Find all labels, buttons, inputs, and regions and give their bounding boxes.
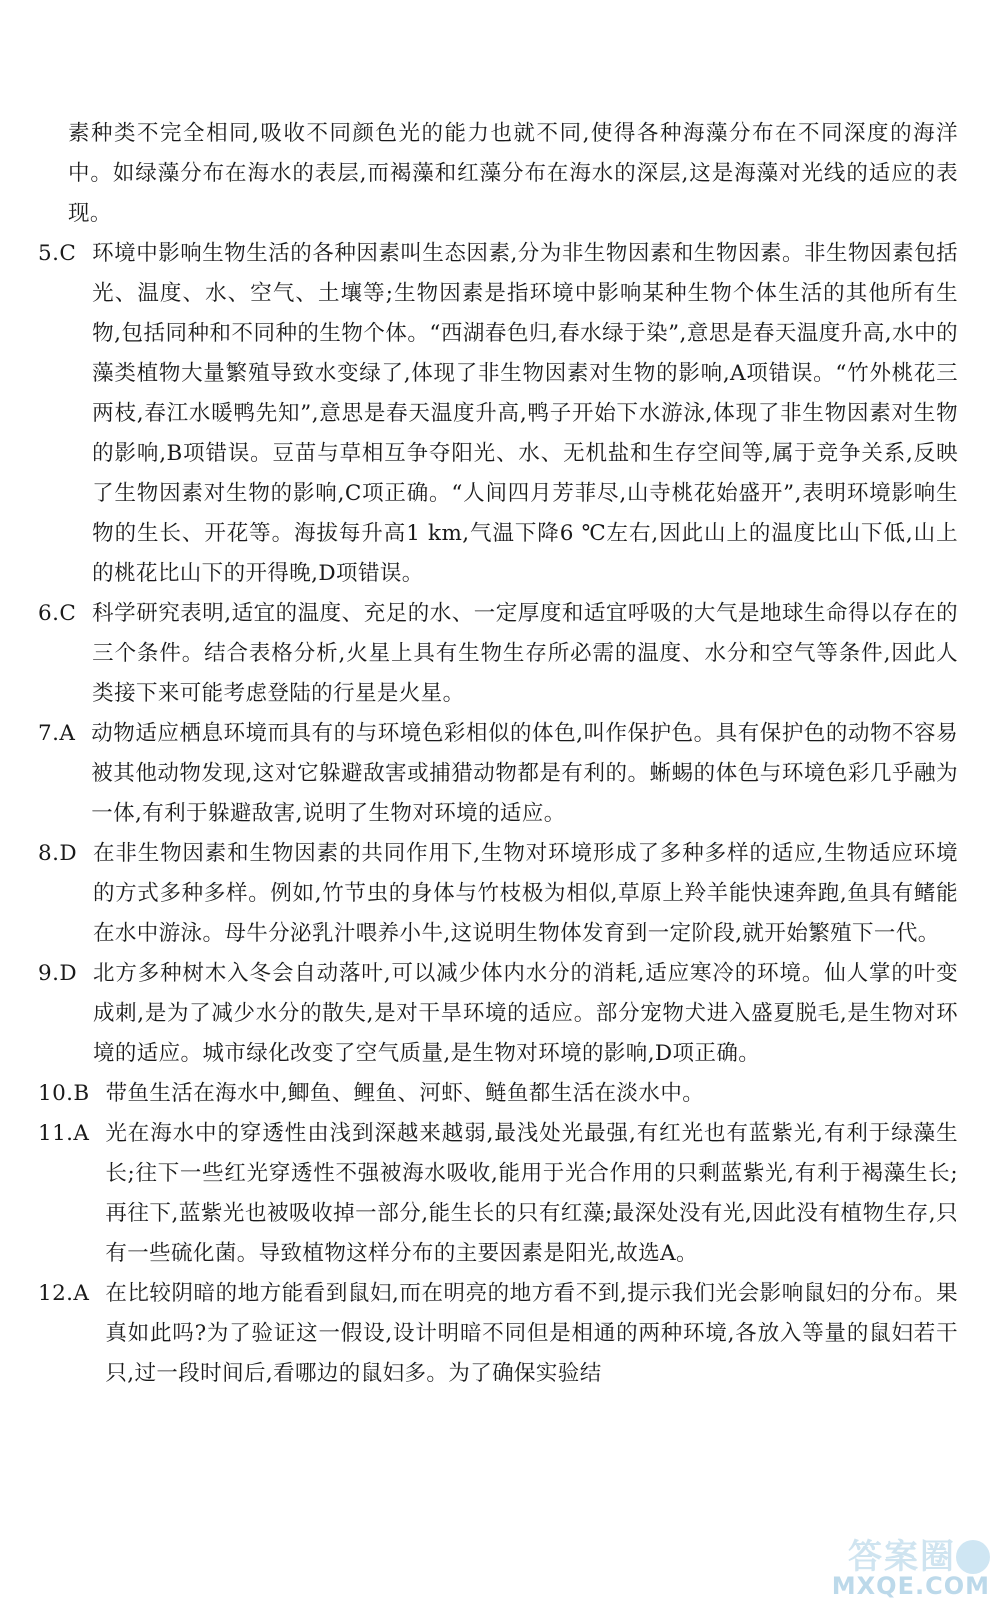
watermark-circle-icon [956,1540,990,1574]
watermark-logo: 答案圈 [848,1537,956,1577]
answer-explanation: 带鱼生活在海水中,鲫鱼、鲤鱼、河虾、鲢鱼都生活在淡水中。 [105,1081,705,1106]
answer-number: 10.B [38,1081,90,1106]
answer-item-8 [38,834,958,954]
answer-explanation: 动物适应栖息环境而具有的与环境色彩相似的体色,叫作保护色。具有保护色的动物不容易被其他动物发现,这对它躲避敌害或捕猎动物都是有利的。蜥蜴的体色与环境色彩几乎融为一体,有利于躲避敌害,说明了生物对环境的适应。 [91,721,958,826]
answer-number: 12.A [38,1281,90,1306]
answer-number: 6.C [38,601,77,626]
answer-number: 5.C [38,241,77,266]
answer-explanation: 在非生物因素和生物因素的共同作用下,生物对环境形成了多种多样的适应,生物适应环境的方式多种多样。例如,竹节虫的身体与竹枝极为相似,草原上羚羊能快速奔跑,鱼具有鳍能在水中游泳。母牛分泌乳汁喂养小牛,这说明生物体发育到一定阶段,就开始繁殖下一代。 [92,841,958,946]
answer-explanation: 北方多种树木入冬会自动落叶,可以减少体内水分的消耗,适应寒冷的环境。仙人掌的叶变成刺,是为了减少水分的散失,是对干旱环境的适应。部分宠物犬进入盛夏脱毛,是生物对环境的适应。城市绿化改变了空气质量,是生物对环境的影响,D项正确。 [92,961,958,1066]
answer-explanation: 环境中影响生物生活的各种因素叫生态因素,分为非生物因素和生物因素。非生物因素包括光、温度、水、空气、土壤等;生物因素是指环境中影响某种生物个体生活的其他所有生物,包括同种和不同种的生物个体。“西湖春色归,春水绿于染”,意思是春天温度升高,水中的藻类植物大量繁殖导致水变绿了,体现了非生物因素对生物的影响,A项错误。“竹外桃花三两枝,春江水暖鸭先知”,意思是春天温度升高,鸭子开始下水游泳,体现了非生物因素对生物的影响,B项错误。豆苗与草相互争夺阳光、水、无机盐和生存空间等,属于竞争关系,反映了生物因素对生物的影响,C项正确。“人间四月芳菲尽,山寺桃花始盛开”,表明环境影响生物的生长、开花等。海拔每升高1 km,气温下降6 ℃左右,因此山上的温度比山下低,山上的桃花比山下的开得晚,D项错误。 [92,241,958,586]
watermark [816,1534,996,1600]
answer-item-11 [38,1114,958,1274]
answer-item-12 [38,1274,958,1394]
answer-item-6 [38,594,958,714]
answer-item-7 [38,714,958,834]
watermark-url: MXQE.COM [831,1572,990,1600]
answer-number: 7.A [38,721,76,746]
answer-number: 9.D [38,961,77,986]
answer-explanation: 在比较阴暗的地方能看到鼠妇,而在明亮的地方看不到,提示我们光会影响鼠妇的分布。果真如此吗?为了验证这一假设,设计明暗不同但是相通的两种环境,各放入等量的鼠妇若干只,过一段时间后,看哪边的鼠妇多。为了确保实验结 [105,1281,958,1386]
intro-continuation: 素种类不完全相同,吸收不同颜色光的能力也就不同,使得各种海藻分布在不同深度的海洋中。如绿藻分布在海水的表层,而褐藻和红藻分布在海水的深层,这是海藻对光线的适应的表现。 [68,121,958,226]
answer-number: 8.D [38,841,77,866]
answer-item-5 [38,234,958,594]
answer-item-10 [38,1074,958,1114]
answer-number: 11.A [38,1121,90,1146]
answer-explanation: 科学研究表明,适宜的温度、充足的水、一定厚度和适宜呼吸的大气是地球生命得以存在的三个条件。结合表格分析,火星上具有生物生存所必需的温度、水分和空气等条件,因此人类接下来可能考虑登陆的行星是火星。 [92,601,958,706]
answer-item-9 [38,954,958,1074]
answer-explanation: 光在海水中的穿透性由浅到深越来越弱,最浅处光最强,有红光也有蓝紫光,有利于绿藻生长;往下一些红光穿透性不强被海水吸收,能用于光合作用的只剩蓝紫光,有利于褐藻生长;再往下,蓝紫光也被吸收掉一部分,能生长的只有红藻;最深处没有光,因此没有植物生存,只有一些硫化菌。导致植物这样分布的主要因素是阳光,故选A。 [105,1121,958,1266]
